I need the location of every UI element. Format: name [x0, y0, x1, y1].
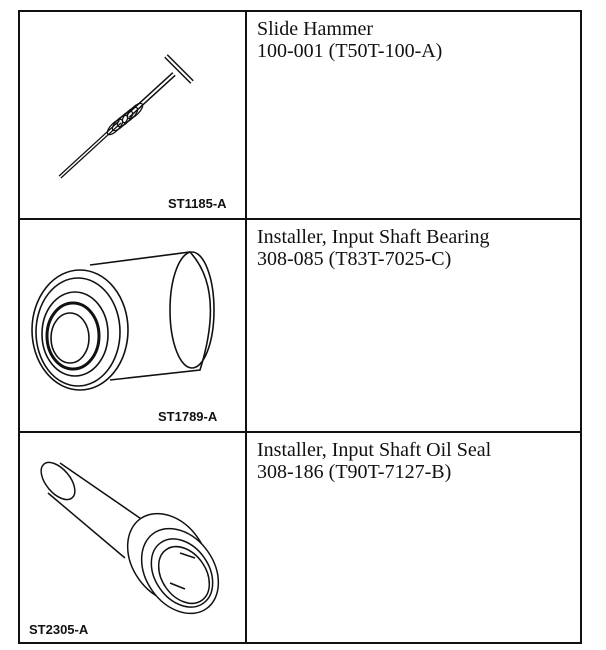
illustration-code: ST2305-A: [29, 622, 89, 637]
tool-number: 308-186 (T90T-7127-B): [257, 461, 452, 483]
oil-seal-installer-icon: [20, 433, 245, 640]
tool-number: 100-001 (T50T-100-A): [257, 40, 443, 62]
table-row: [20, 433, 580, 642]
table-row: [20, 12, 580, 220]
tool-name: Installer, Input Shaft Bearing: [257, 226, 490, 248]
illustration-code: ST1185-A: [168, 196, 227, 211]
special-tools-table: [18, 10, 582, 644]
tool-description: [247, 433, 580, 642]
tool-illustration-cell: [20, 220, 247, 431]
illustration-code: ST1789-A: [158, 409, 218, 424]
tool-number: 308-085 (T83T-7025-C): [257, 248, 452, 270]
table-row: [20, 220, 580, 433]
slide-hammer-icon: [20, 12, 245, 218]
bearing-installer-icon: [20, 220, 245, 431]
tool-illustration-cell: [20, 12, 247, 218]
tool-name: Slide Hammer: [257, 18, 374, 40]
tool-description: [247, 12, 580, 218]
tool-name: Installer, Input Shaft Oil Seal: [257, 439, 492, 461]
tool-illustration-cell: [20, 433, 247, 642]
tool-description: [247, 220, 580, 431]
